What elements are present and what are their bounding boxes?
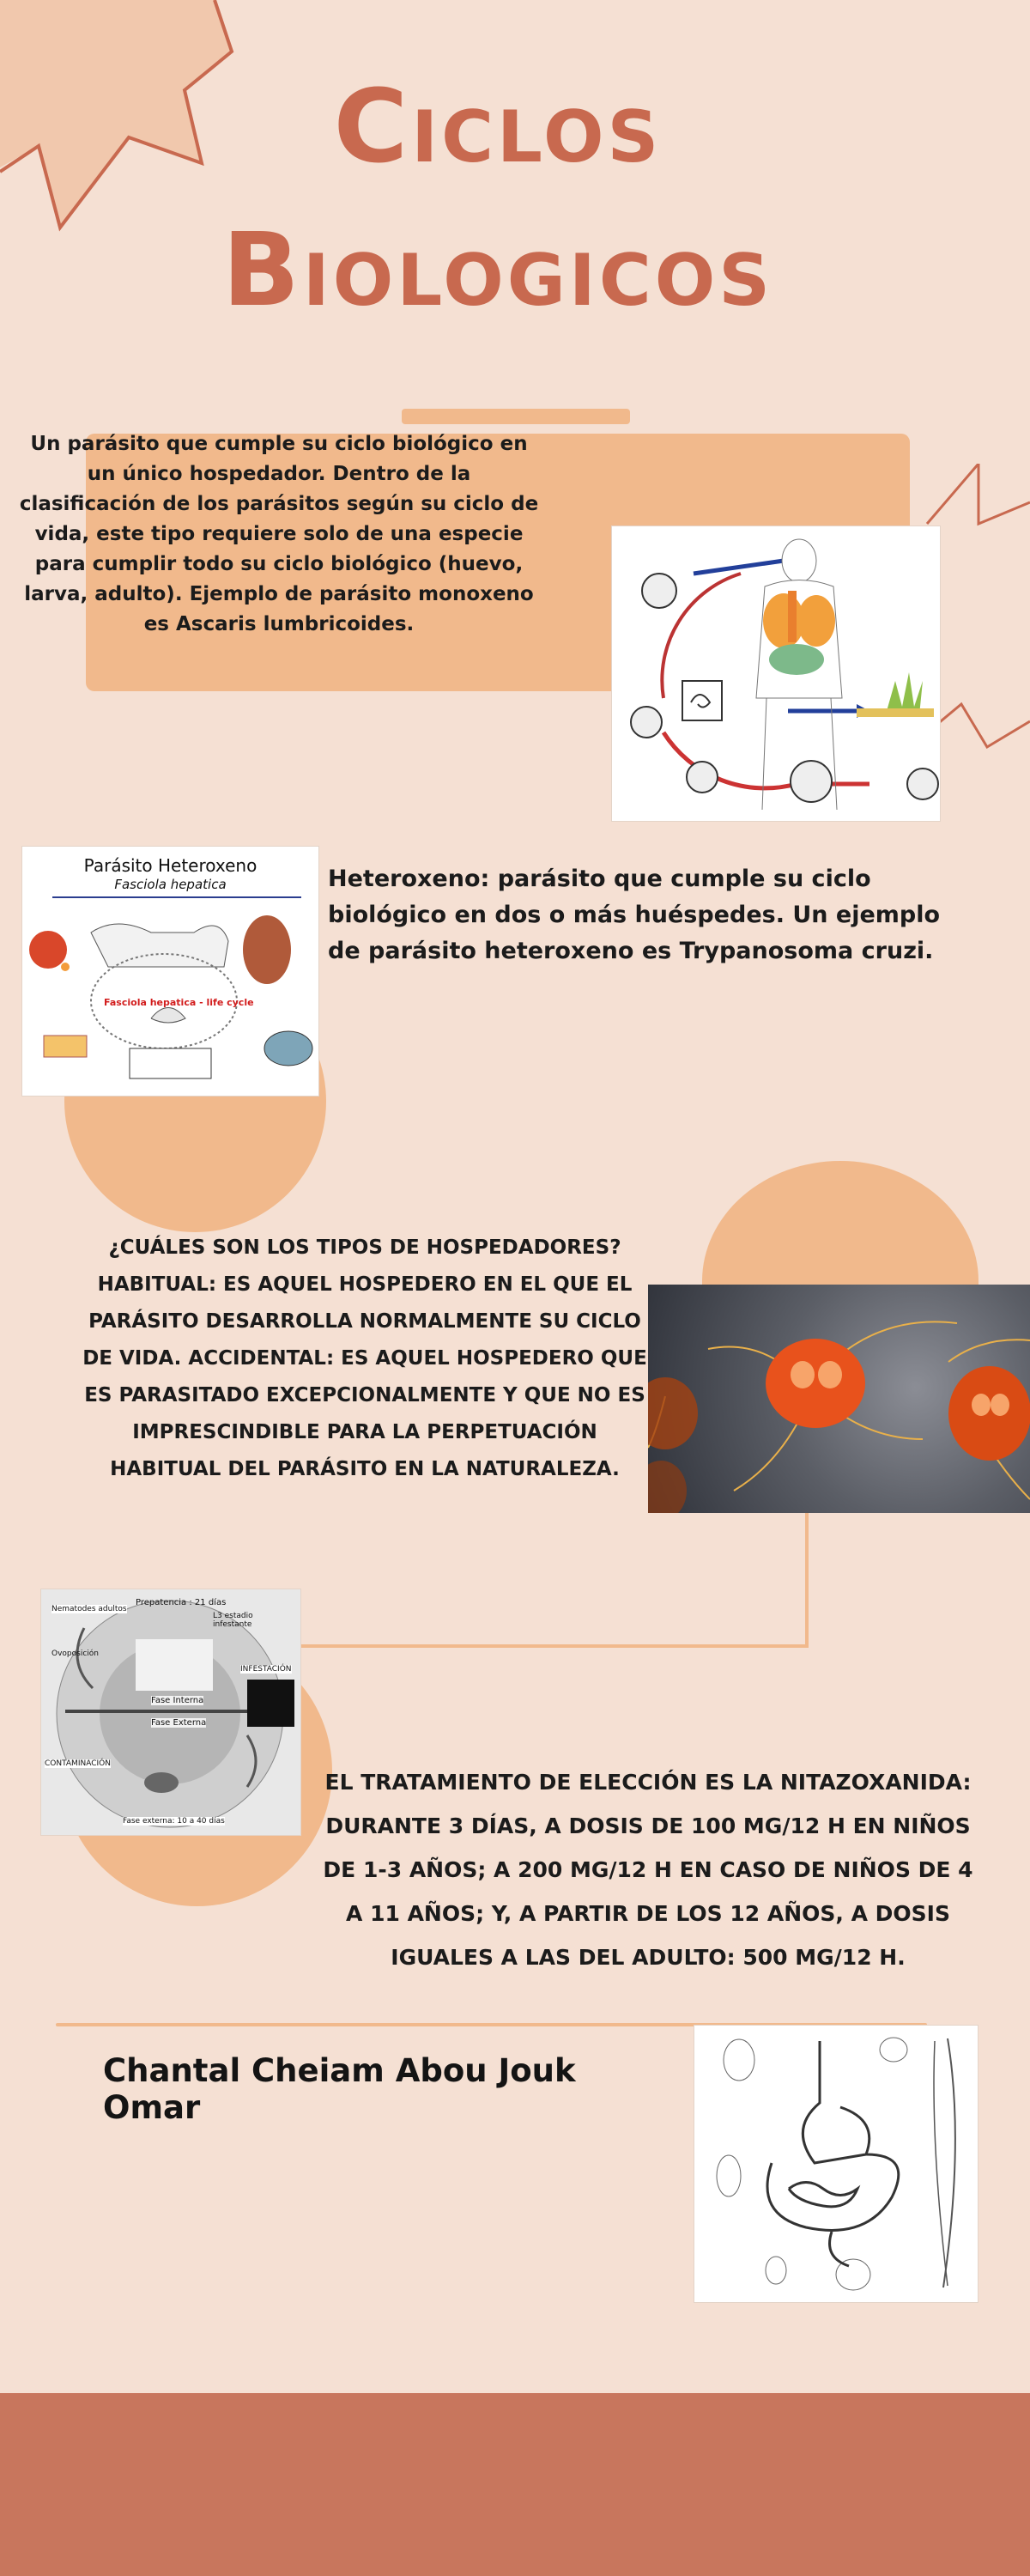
heteroxeno-text: Heteroxeno: parásito que cumple su ciclo biológico en dos o más huéspedes. Un ejemplo de parásito heteroxeno es Trypanosoma cruzi. <box>328 866 941 964</box>
monoxeno-text: Un parásito que cumple su ciclo biológico en un único hospedador. Dentro de la clasificación de los parásitos según su ciclo de vida, este tipo requiere solo de una especie para cumplir todo su ciclo biológico (huevo, larva, adulto). Ejemplo de parásito monoxeno es Ascaris lumbricoides. <box>19 433 539 635</box>
author-name: Chantal Cheiam Abou Jouk Omar <box>103 2052 576 2126</box>
page-title-line-2: Biologicos <box>221 210 774 329</box>
diagram-label-external-days: Fase externa: 10 a 40 días <box>123 1817 225 1826</box>
fasciola-image-title: Parásito Heteroxeno <box>83 855 258 876</box>
connector-line <box>292 1507 824 1653</box>
giardia-image <box>648 1285 1030 1513</box>
diagram-label-larva: L3 estadio infestante <box>213 1612 253 1629</box>
fasciola-image-caption: Fasciola hepatica - life cycle <box>104 997 254 1008</box>
nematode-cycle-image <box>40 1589 301 1836</box>
footer-band <box>0 2393 1030 2576</box>
fasciola-image-subtitle: Fasciola hepatica <box>114 877 227 892</box>
monoxeno-backdrop-strip <box>402 409 630 424</box>
diagram-label-infestation: INFESTACIÓN <box>240 1665 292 1674</box>
diagram-label-contamination: CONTAMINACIÓN <box>45 1759 111 1768</box>
ascaris-cycle-image <box>611 526 941 822</box>
diagram-label-prepatency: Prepatencia : 21 días <box>136 1598 227 1607</box>
diagram-label-top: Nematodes adultos <box>52 1605 127 1613</box>
diagram-label-internal: Fase Interna <box>151 1696 204 1705</box>
fasciola-cycle-image <box>21 846 319 1097</box>
diagram-label-oviposition: Ovoposición <box>52 1649 99 1658</box>
tratamiento-text: EL TRATAMIENTO DE ELECCIÓN ES LA NITAZOXANIDA: DURANTE 3 DÍAS, A DOSIS DE 100 MG/12 H EN NIÑOS DE 1-3 AÑOS; A 200 MG/12 H EN CASO DE NIÑOS DE 4 A 11 AÑOS; Y, A PARTIR DE LOS 12 AÑOS, A DOSIS IGUALES A LAS DEL ADULTO: 500 MG/12 H. <box>323 1770 973 1970</box>
diagram-label-external: Fase Externa <box>151 1718 207 1728</box>
digestive-tract-image <box>694 2025 978 2303</box>
page-title-line-1: Ciclos <box>333 67 663 185</box>
hospedadores-text: ¿CUÁLES SON LOS TIPOS DE HOSPEDADORES? HABITUAL: ES AQUEL HOSPEDERO EN EL QUE EL PARÁSITO DESARROLLA NORMALMENTE SU CICLO DE VIDA. ACCIDENTAL: ES AQUEL HOSPEDERO QUE ES PARASITADO EXCEPCIONALMENTE Y QUE NO ES IMPRESCINDIBLE PARA LA PERPETUACIÓN HABITUAL DEL PARÁSITO EN LA NATURALEZA. <box>82 1236 647 1480</box>
